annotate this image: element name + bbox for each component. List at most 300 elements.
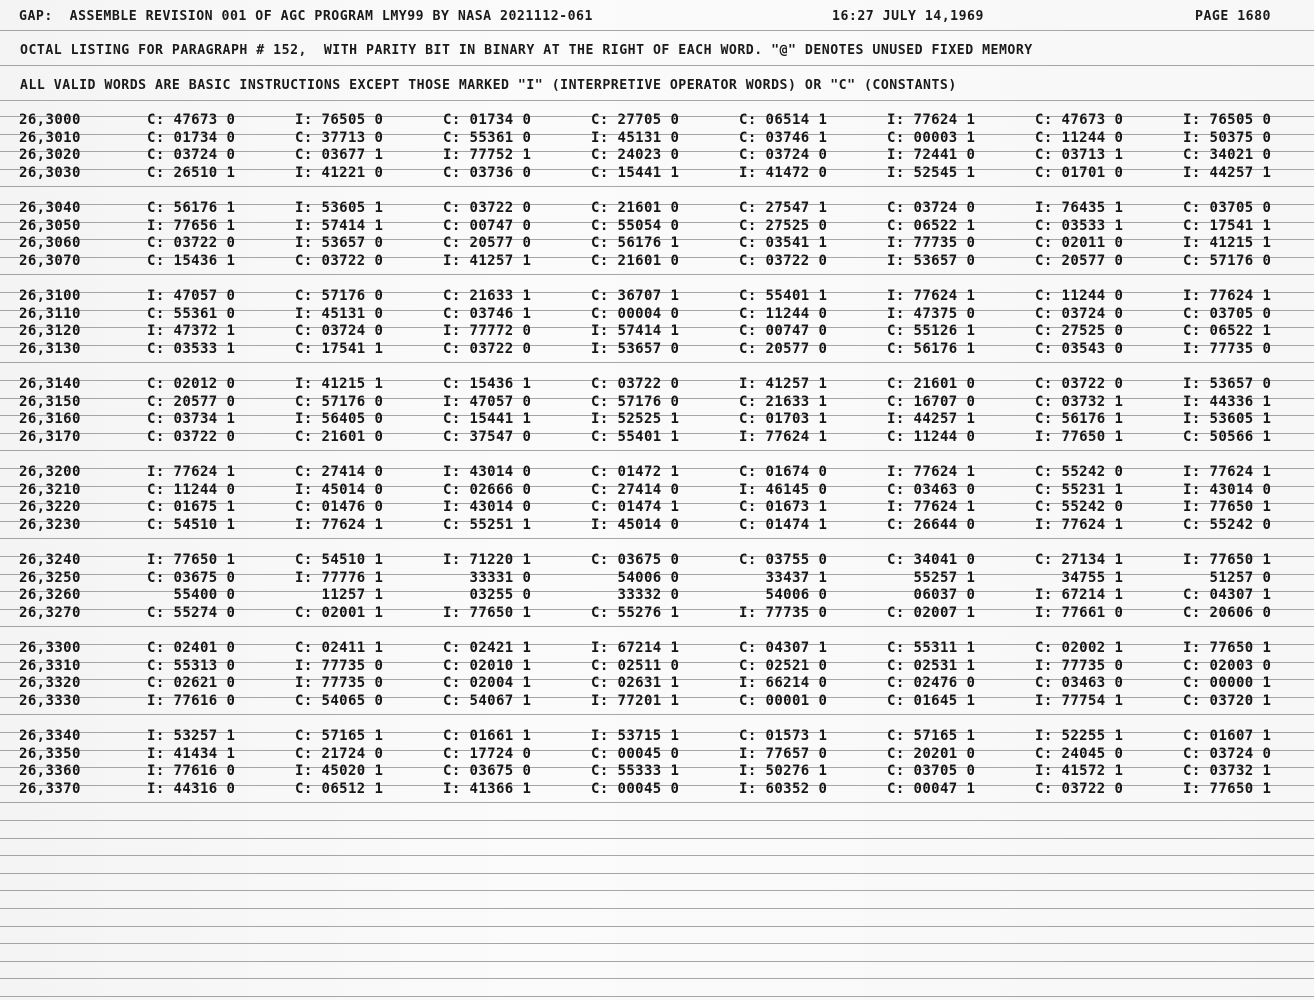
octal-word: C: 24023 0 xyxy=(591,147,680,163)
listing-row xyxy=(19,746,1299,762)
row-address: 26,3350 xyxy=(19,745,81,762)
octal-word: I: 77735 0 xyxy=(295,657,384,674)
octal-word: C: 01703 1 xyxy=(739,411,828,427)
octal-word: C: 11244 0 xyxy=(739,305,828,322)
octal-word: I: 45131 0 xyxy=(591,129,680,146)
octal-word: I: 53657 0 xyxy=(295,235,384,251)
header-line-3: ALL VALID WORDS ARE BASIC INSTRUCTIONS EXCEPT THOSE MARKED "I" (INTERPRETIVE OPERATOR WORDS) OR "C" (CONSTANTS) xyxy=(20,78,957,93)
octal-word: C: 21601 0 xyxy=(887,376,976,392)
paper-rule xyxy=(0,274,1314,275)
paper-rule xyxy=(0,65,1314,66)
octal-word: I: 77735 0 xyxy=(887,235,976,251)
row-address: 26,3140 xyxy=(19,376,81,392)
octal-word: I: 77624 1 xyxy=(1183,464,1272,480)
octal-word: I: 72441 0 xyxy=(887,147,976,163)
octal-word: C: 02401 0 xyxy=(147,640,236,656)
octal-word: I: 53257 1 xyxy=(147,728,236,744)
row-address: 26,3070 xyxy=(19,252,81,269)
listing-row xyxy=(19,429,1299,445)
listing-row xyxy=(19,464,1299,480)
octal-word: C: 15436 1 xyxy=(147,252,236,269)
row-address: 26,3020 xyxy=(19,147,81,163)
paper-rule xyxy=(0,961,1314,962)
octal-word: I: 50375 0 xyxy=(1183,129,1272,146)
octal-word: C: 11244 0 xyxy=(887,428,976,445)
listing-row xyxy=(19,763,1299,779)
row-address: 26,3100 xyxy=(19,288,81,304)
octal-word: I: 77650 1 xyxy=(1183,499,1272,515)
paper-rule xyxy=(0,838,1314,839)
listing-row xyxy=(19,165,1299,181)
octal-word: C: 01734 0 xyxy=(443,112,532,128)
octal-word: I: 52545 1 xyxy=(887,164,976,181)
octal-word: 34755 1 xyxy=(1035,569,1124,586)
octal-word: C: 54510 1 xyxy=(147,516,236,533)
octal-word: C: 03732 1 xyxy=(1183,763,1272,779)
listing-row xyxy=(19,482,1299,498)
octal-word: C: 57176 0 xyxy=(295,393,384,410)
octal-word: C: 00045 0 xyxy=(591,745,680,762)
page-number: PAGE 1680 xyxy=(1195,9,1271,24)
octal-word: I: 52255 1 xyxy=(1035,728,1124,744)
octal-word: I: 43014 0 xyxy=(443,499,532,515)
octal-word: C: 03541 1 xyxy=(739,235,828,251)
octal-word: C: 50566 1 xyxy=(1183,428,1272,445)
listing-row xyxy=(19,323,1299,339)
octal-word: I: 77661 0 xyxy=(1035,604,1124,621)
octal-word: I: 77735 0 xyxy=(295,675,384,691)
octal-word: I: 41572 1 xyxy=(1035,763,1124,779)
octal-word: C: 11244 0 xyxy=(1035,129,1124,146)
octal-word: I: 43014 0 xyxy=(1183,481,1272,498)
octal-word: C: 55251 1 xyxy=(443,516,532,533)
octal-word: C: 34041 0 xyxy=(887,552,976,568)
paper-rule xyxy=(0,30,1314,31)
octal-word: C: 21601 0 xyxy=(591,252,680,269)
octal-word: C: 02511 0 xyxy=(591,657,680,674)
listing-row xyxy=(19,306,1299,322)
octal-word: C: 57165 1 xyxy=(887,728,976,744)
octal-word: I: 77624 1 xyxy=(887,499,976,515)
row-address: 26,3270 xyxy=(19,604,81,621)
row-address: 26,3220 xyxy=(19,499,81,515)
octal-word: C: 55313 0 xyxy=(147,657,236,674)
octal-word: C: 56176 1 xyxy=(591,235,680,251)
octal-word: C: 02531 1 xyxy=(887,657,976,674)
listing-row xyxy=(19,130,1299,146)
octal-word: C: 01607 1 xyxy=(1183,728,1272,744)
octal-word: C: 02002 1 xyxy=(1035,640,1124,656)
octal-word: C: 20606 0 xyxy=(1183,604,1272,621)
octal-word: I: 44316 0 xyxy=(147,780,236,797)
octal-word: C: 57176 0 xyxy=(1183,252,1272,269)
octal-word: C: 01474 1 xyxy=(739,516,828,533)
octal-word: I: 53605 1 xyxy=(295,200,384,216)
octal-word: I: 45014 0 xyxy=(591,516,680,533)
row-address: 26,3360 xyxy=(19,763,81,779)
octal-word: C: 03736 0 xyxy=(443,164,532,181)
octal-word: C: 03675 0 xyxy=(443,763,532,779)
octal-word: C: 02411 1 xyxy=(295,640,384,656)
octal-word: I: 77650 1 xyxy=(147,552,236,568)
octal-word: C: 57165 1 xyxy=(295,728,384,744)
octal-word: I: 57414 1 xyxy=(295,217,384,234)
octal-word: I: 41257 1 xyxy=(443,252,532,269)
octal-word: C: 03705 0 xyxy=(887,763,976,779)
octal-word: I: 60352 0 xyxy=(739,780,828,797)
octal-word: I: 46145 0 xyxy=(739,481,828,498)
listing-row xyxy=(19,411,1299,427)
octal-word: I: 45020 1 xyxy=(295,763,384,779)
row-address: 26,3060 xyxy=(19,235,81,251)
row-address: 26,3040 xyxy=(19,200,81,216)
row-address: 26,3050 xyxy=(19,217,81,234)
octal-word: 03255 0 xyxy=(443,587,532,603)
row-address: 26,3030 xyxy=(19,164,81,181)
octal-word: C: 03705 0 xyxy=(1183,305,1272,322)
octal-word: C: 37713 0 xyxy=(295,129,384,146)
octal-word: I: 53715 1 xyxy=(591,728,680,744)
octal-word: I: 57414 1 xyxy=(591,323,680,339)
octal-word: C: 24045 0 xyxy=(1035,745,1124,762)
octal-word: C: 27525 0 xyxy=(1035,323,1124,339)
octal-word: 55400 0 xyxy=(147,587,236,603)
listing-row xyxy=(19,499,1299,515)
octal-word: C: 01701 0 xyxy=(1035,164,1124,181)
octal-word: C: 01674 0 xyxy=(739,464,828,480)
octal-word: C: 03720 1 xyxy=(1183,692,1272,709)
octal-word: I: 53657 0 xyxy=(887,252,976,269)
octal-word: 33437 1 xyxy=(739,569,828,586)
octal-word: C: 03722 0 xyxy=(147,428,236,445)
octal-word: C: 27414 0 xyxy=(295,464,384,480)
octal-word: C: 15441 1 xyxy=(443,411,532,427)
octal-word: I: 77650 1 xyxy=(1183,552,1272,568)
octal-word: I: 77735 0 xyxy=(1035,657,1124,674)
octal-word: C: 03724 0 xyxy=(1035,305,1124,322)
octal-word: C: 01734 0 xyxy=(147,129,236,146)
octal-word: C: 02001 1 xyxy=(295,604,384,621)
octal-word: I: 77201 1 xyxy=(591,692,680,709)
octal-word: I: 41221 0 xyxy=(295,164,384,181)
octal-word: C: 15441 1 xyxy=(591,164,680,181)
octal-word: I: 77624 1 xyxy=(887,112,976,128)
octal-word: C: 55126 1 xyxy=(887,323,976,339)
octal-word: C: 06514 1 xyxy=(739,112,828,128)
row-address: 26,3260 xyxy=(19,587,81,603)
listing-row xyxy=(19,693,1299,709)
octal-word: C: 03734 1 xyxy=(147,411,236,427)
paper-rule xyxy=(0,362,1314,363)
row-address: 26,3230 xyxy=(19,516,81,533)
row-address: 26,3330 xyxy=(19,692,81,709)
octal-word: C: 03746 1 xyxy=(443,305,532,322)
octal-word: C: 17541 1 xyxy=(1183,217,1272,234)
octal-word: I: 77650 1 xyxy=(443,604,532,621)
octal-word: I: 77735 0 xyxy=(1183,340,1272,357)
row-address: 26,3370 xyxy=(19,780,81,797)
octal-word: C: 55401 1 xyxy=(591,428,680,445)
octal-word: C: 02011 0 xyxy=(1035,235,1124,251)
octal-word: I: 77624 1 xyxy=(887,464,976,480)
octal-word: I: 71220 1 xyxy=(443,552,532,568)
octal-word: C: 01675 1 xyxy=(147,499,236,515)
octal-word: C: 00045 0 xyxy=(591,780,680,797)
octal-word: C: 27525 0 xyxy=(739,217,828,234)
octal-word: I: 41366 1 xyxy=(443,780,532,797)
octal-word: C: 03677 1 xyxy=(295,147,384,163)
octal-word: C: 03722 0 xyxy=(443,340,532,357)
octal-word: I: 77657 0 xyxy=(739,745,828,762)
octal-word: C: 01573 1 xyxy=(739,728,828,744)
octal-word: C: 55242 0 xyxy=(1035,464,1124,480)
paper-rule xyxy=(0,855,1314,856)
octal-word: C: 03724 0 xyxy=(1183,745,1272,762)
octal-word: 33331 0 xyxy=(443,569,532,586)
octal-word: I: 47057 0 xyxy=(443,393,532,410)
octal-word: I: 76435 1 xyxy=(1035,200,1124,216)
paper-rule xyxy=(0,820,1314,821)
listing-row xyxy=(19,341,1299,357)
listing-title: GAP: ASSEMBLE REVISION 001 OF AGC PROGRAM LMY99 BY NASA 2021112-061 xyxy=(19,9,593,24)
row-address: 26,3150 xyxy=(19,393,81,410)
octal-word: I: 47375 0 xyxy=(887,305,976,322)
octal-word: C: 21633 1 xyxy=(443,288,532,304)
octal-word: C: 00047 1 xyxy=(887,780,976,797)
listing-row xyxy=(19,517,1299,533)
octal-word: I: 77650 1 xyxy=(1035,428,1124,445)
octal-word: I: 44257 1 xyxy=(887,411,976,427)
octal-word: I: 53657 0 xyxy=(591,340,680,357)
octal-word: C: 02621 0 xyxy=(147,675,236,691)
octal-word: C: 01661 1 xyxy=(443,728,532,744)
octal-word: C: 20577 0 xyxy=(147,393,236,410)
paper-rule xyxy=(0,873,1314,874)
octal-word: I: 50276 1 xyxy=(739,763,828,779)
octal-word: C: 02007 1 xyxy=(887,604,976,621)
octal-word: C: 01645 1 xyxy=(887,692,976,709)
octal-word: C: 21601 0 xyxy=(591,200,680,216)
row-address: 26,3240 xyxy=(19,552,81,568)
listing-row xyxy=(19,570,1299,586)
octal-word: C: 47673 0 xyxy=(147,112,236,128)
octal-word: C: 00003 1 xyxy=(887,129,976,146)
octal-word: I: 41257 1 xyxy=(739,376,828,392)
octal-word: C: 03724 0 xyxy=(739,147,828,163)
octal-word: I: 77776 1 xyxy=(295,569,384,586)
octal-word: C: 03463 0 xyxy=(887,481,976,498)
octal-word: C: 55242 0 xyxy=(1183,516,1272,533)
octal-word: C: 55242 0 xyxy=(1035,499,1124,515)
octal-word: I: 77650 1 xyxy=(1183,640,1272,656)
octal-word: I: 77624 1 xyxy=(1035,516,1124,533)
octal-word: 11257 1 xyxy=(295,587,384,603)
octal-word: C: 03722 0 xyxy=(591,376,680,392)
listing-timestamp: 16:27 JULY 14,1969 xyxy=(832,9,984,24)
octal-word: 55257 1 xyxy=(887,569,976,586)
octal-word: C: 27414 0 xyxy=(591,481,680,498)
octal-word: C: 03533 1 xyxy=(1035,217,1124,234)
octal-word: C: 03722 0 xyxy=(1035,376,1124,392)
octal-word: C: 03732 1 xyxy=(1035,393,1124,410)
paper-rule xyxy=(0,926,1314,927)
octal-word: C: 55311 1 xyxy=(887,640,976,656)
octal-word: C: 20577 0 xyxy=(443,235,532,251)
paper-rule xyxy=(0,943,1314,944)
octal-word: I: 52525 1 xyxy=(591,411,680,427)
octal-word: C: 01673 1 xyxy=(739,499,828,515)
listing-row xyxy=(19,112,1299,128)
paper-rule xyxy=(0,538,1314,539)
row-address: 26,3320 xyxy=(19,675,81,691)
octal-word: C: 36707 1 xyxy=(591,288,680,304)
octal-word: C: 03722 0 xyxy=(295,252,384,269)
octal-word: C: 00747 0 xyxy=(443,217,532,234)
octal-word: I: 76505 0 xyxy=(1183,112,1272,128)
octal-word: I: 76505 0 xyxy=(295,112,384,128)
octal-word: C: 03463 0 xyxy=(1035,675,1124,691)
octal-word: C: 00004 0 xyxy=(591,305,680,322)
octal-word: C: 02010 1 xyxy=(443,657,532,674)
octal-word: C: 04307 1 xyxy=(739,640,828,656)
octal-word: C: 02003 0 xyxy=(1183,657,1272,674)
row-address: 26,3120 xyxy=(19,323,81,339)
octal-word: I: 77616 0 xyxy=(147,692,236,709)
octal-word: C: 20201 0 xyxy=(887,745,976,762)
paper-rule xyxy=(0,714,1314,715)
octal-word: C: 02666 0 xyxy=(443,481,532,498)
paper-rule xyxy=(0,996,1314,997)
octal-word: C: 16707 0 xyxy=(887,393,976,410)
listing-row xyxy=(19,605,1299,621)
octal-word: I: 77624 1 xyxy=(739,428,828,445)
octal-word: C: 06522 1 xyxy=(1183,323,1272,339)
paper-rule xyxy=(0,978,1314,979)
octal-word: C: 03722 0 xyxy=(1035,780,1124,797)
octal-word: I: 45131 0 xyxy=(295,305,384,322)
octal-word: C: 03705 0 xyxy=(1183,200,1272,216)
octal-word: I: 45014 0 xyxy=(295,481,384,498)
octal-word: C: 01476 0 xyxy=(295,499,384,515)
octal-word: I: 41215 1 xyxy=(1183,235,1272,251)
octal-word: C: 06522 1 xyxy=(887,217,976,234)
octal-word: C: 55231 1 xyxy=(1035,481,1124,498)
octal-word: C: 55054 0 xyxy=(591,217,680,234)
listing-row xyxy=(19,728,1299,744)
row-address: 26,3340 xyxy=(19,728,81,744)
octal-word: I: 47372 1 xyxy=(147,323,236,339)
paper-rule xyxy=(0,890,1314,891)
octal-word: I: 77624 1 xyxy=(295,516,384,533)
row-address: 26,3310 xyxy=(19,657,81,674)
octal-word: C: 26644 0 xyxy=(887,516,976,533)
octal-word: C: 03755 0 xyxy=(739,552,828,568)
listing-row xyxy=(19,394,1299,410)
octal-word: C: 03722 0 xyxy=(147,235,236,251)
paper-rule xyxy=(0,802,1314,803)
octal-word: I: 56405 0 xyxy=(295,411,384,427)
listing-row xyxy=(19,781,1299,797)
octal-word: I: 53657 0 xyxy=(1183,376,1272,392)
octal-word: C: 02521 0 xyxy=(739,657,828,674)
octal-word: C: 55401 1 xyxy=(739,288,828,304)
octal-word: I: 77752 1 xyxy=(443,147,532,163)
octal-word: C: 02012 0 xyxy=(147,376,236,392)
octal-word: C: 03746 1 xyxy=(739,129,828,146)
octal-word: C: 27547 1 xyxy=(739,200,828,216)
octal-word: I: 66214 0 xyxy=(739,675,828,691)
octal-word: C: 17724 0 xyxy=(443,745,532,762)
listing-row xyxy=(19,235,1299,251)
listing-row xyxy=(19,376,1299,392)
row-address: 26,3000 xyxy=(19,112,81,128)
paper-rule xyxy=(0,100,1314,101)
octal-word: C: 03722 0 xyxy=(739,252,828,269)
octal-word: C: 55276 1 xyxy=(591,604,680,621)
octal-word: I: 44336 1 xyxy=(1183,393,1272,410)
octal-word: C: 02631 1 xyxy=(591,675,680,691)
octal-word: C: 17541 1 xyxy=(295,340,384,357)
octal-word: C: 57176 0 xyxy=(591,393,680,410)
octal-word: I: 77624 1 xyxy=(887,288,976,304)
listing-row xyxy=(19,253,1299,269)
row-address: 26,3200 xyxy=(19,464,81,480)
octal-word: C: 11244 0 xyxy=(1035,288,1124,304)
octal-word: C: 01472 1 xyxy=(591,464,680,480)
octal-word: C: 00747 0 xyxy=(739,323,828,339)
row-address: 26,3300 xyxy=(19,640,81,656)
octal-word: C: 21724 0 xyxy=(295,745,384,762)
octal-word: C: 02476 0 xyxy=(887,675,976,691)
listing-row xyxy=(19,658,1299,674)
listing-row xyxy=(19,218,1299,234)
listing-row xyxy=(19,552,1299,568)
octal-word: C: 47673 0 xyxy=(1035,112,1124,128)
octal-word: C: 56176 1 xyxy=(1035,411,1124,427)
octal-word: I: 77772 0 xyxy=(443,323,532,339)
listing-row xyxy=(19,288,1299,304)
octal-word: C: 04307 1 xyxy=(1183,587,1272,603)
row-address: 26,3170 xyxy=(19,428,81,445)
octal-word: 06037 0 xyxy=(887,587,976,603)
octal-word: C: 02421 1 xyxy=(443,640,532,656)
octal-word: C: 06512 1 xyxy=(295,780,384,797)
octal-word: C: 54510 1 xyxy=(295,552,384,568)
octal-word: C: 34021 0 xyxy=(1183,147,1272,163)
octal-word: I: 77735 0 xyxy=(739,604,828,621)
listing-row xyxy=(19,200,1299,216)
octal-word: C: 00000 1 xyxy=(1183,675,1272,691)
paper-rule xyxy=(0,450,1314,451)
octal-word: 33332 0 xyxy=(591,587,680,603)
octal-word: C: 37547 0 xyxy=(443,428,532,445)
octal-word: I: 67214 1 xyxy=(591,640,680,656)
octal-word: C: 56176 1 xyxy=(147,200,236,216)
octal-word: C: 03722 0 xyxy=(443,200,532,216)
octal-word: C: 55361 0 xyxy=(147,305,236,322)
octal-word: C: 54065 0 xyxy=(295,692,384,709)
header-line-1 xyxy=(19,9,1295,25)
octal-word: C: 27705 0 xyxy=(591,112,680,128)
row-address: 26,3250 xyxy=(19,569,81,586)
paper-rule xyxy=(0,908,1314,909)
octal-word: I: 77650 1 xyxy=(1183,780,1272,797)
octal-word: C: 20577 0 xyxy=(739,340,828,357)
octal-word: C: 00001 0 xyxy=(739,692,828,709)
octal-word: C: 55361 0 xyxy=(443,129,532,146)
octal-word: C: 55333 1 xyxy=(591,763,680,779)
header-line-2: OCTAL LISTING FOR PARAGRAPH # 152, WITH PARITY BIT IN BINARY AT THE RIGHT OF EACH WORD. "@" DENOTES UNUSED FIXED MEMORY xyxy=(20,43,1033,58)
